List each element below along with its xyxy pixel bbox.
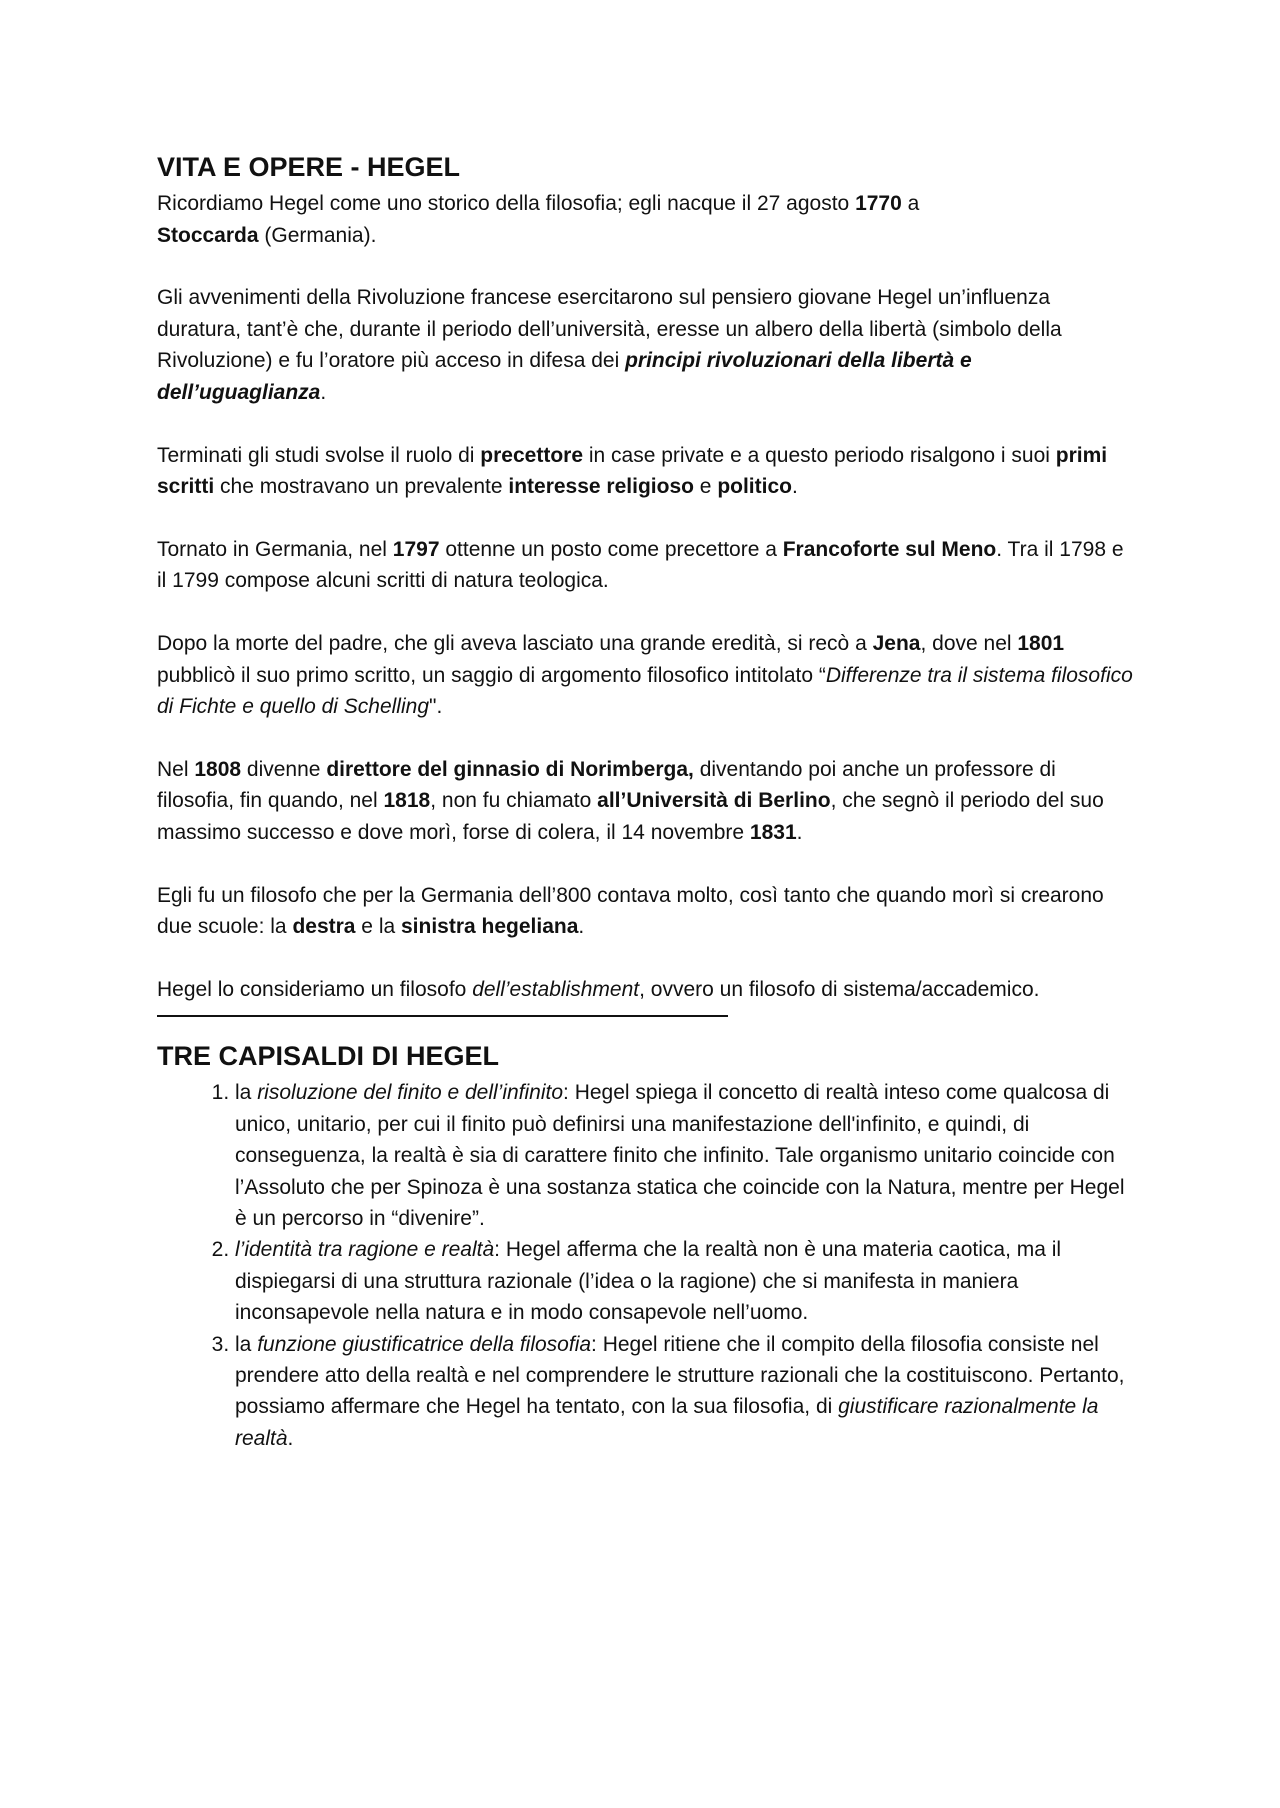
paragraph-norimberga-berlino: Nel 1808 divenne direttore del ginnasio di Norimberga, diventando poi anche un professore di filosofia, fin quando, nel 1818, non fu chiamato all’Università di Berlino, che segnò il periodo del suo massimo successo e dove morì, forse di colera, il 14 novembre 1831.	[157, 757, 1104, 844]
capisaldi-list	[157, 1077, 1137, 1454]
paragraph-establishment: Hegel lo consideriamo un filosofo dell’establishment, ovvero un filosofo di sistema/accademico.	[157, 977, 1040, 1001]
list-item: 3. la funzione giustificatrice della filosofia: Hegel ritiene che il compito della filosofia consiste nel prendere atto della realtà e nel comprendere le strutture razionali che la costituiscono. Pertanto, possiamo affermare che Hegel ha tentato, con la sua filosofia, di giustificare razionalmente la realtà.	[235, 1329, 1137, 1455]
list-item: 2. l’identità tra ragione e realtà: Hegel afferma che la realtà non è una materia caotica, ma il dispiegarsi di una struttura razionale (l’idea o la ragione) che si manifesta in maniera inconsapevole nella natura e in modo consapevole nell’uomo.	[235, 1234, 1137, 1328]
section-title-vita-opere: VITA E OPERE - HEGEL	[157, 152, 461, 182]
paragraph-scuole: Egli fu un filosofo che per la Germania dell’800 contava molto, così tanto che quando morì si crearono due scuole: la destra e la sinistra hegeliana.	[157, 883, 1104, 939]
paragraph-revolution: Gli avvenimenti della Rivoluzione francese esercitarono sul pensiero giovane Hegel un’influenza duratura, tant’è che, durante il periodo dell’università, eresse un albero della libertà (simbolo della Rivoluzione) e fu l’oratore più acceso in difesa dei principi rivoluzionari della libertà e dell’uguaglianza.	[157, 286, 1062, 404]
section-title-capisaldi: TRE CAPISALDI DI HEGEL	[157, 1041, 500, 1072]
document-page	[157, 150, 1137, 1454]
paragraph-jena: Dopo la morte del padre, che gli aveva lasciato una grande eredità, si recò a Jena, dove nel 1801 pubblicò il suo primo scritto, un saggio di argomento filosofico intitolato “Differenze tra il sistema filosofico di Fichte e quello di Schelling".	[157, 631, 1133, 719]
paragraph-birth: Ricordiamo Hegel come uno storico della filosofia; egli nacque il 27 agosto 1770 a Stoccarda (Germania).	[157, 192, 920, 247]
paragraph-precettore: Terminati gli studi svolse il ruolo di precettore in case private e a questo periodo risalgono i suoi primi scritti che mostravano un prevalente interesse religioso e politico.	[157, 443, 1108, 499]
list-item: 1. la risoluzione del finito e dell’infinito: Hegel spiega il concetto di realtà inteso come qualcosa di unico, unitario, per cui il finito può definirsi una manifestazione dell'infinito, e quindi, di conseguenza, la realtà è sia di carattere finito che infinito. Tale organismo unitario coincide con l’Assoluto che per Spinoza è una sostanza statica che coincide con la Natura, mentre per Hegel è un percorso in “divenire”.	[235, 1077, 1137, 1234]
horizontal-divider	[157, 1015, 728, 1017]
paragraph-francoforte: Tornato in Germania, nel 1797 ottenne un posto come precettore a Francoforte sul Meno. Tra il 1798 e il 1799 compose alcuni scritti di natura teologica.	[157, 537, 1124, 593]
